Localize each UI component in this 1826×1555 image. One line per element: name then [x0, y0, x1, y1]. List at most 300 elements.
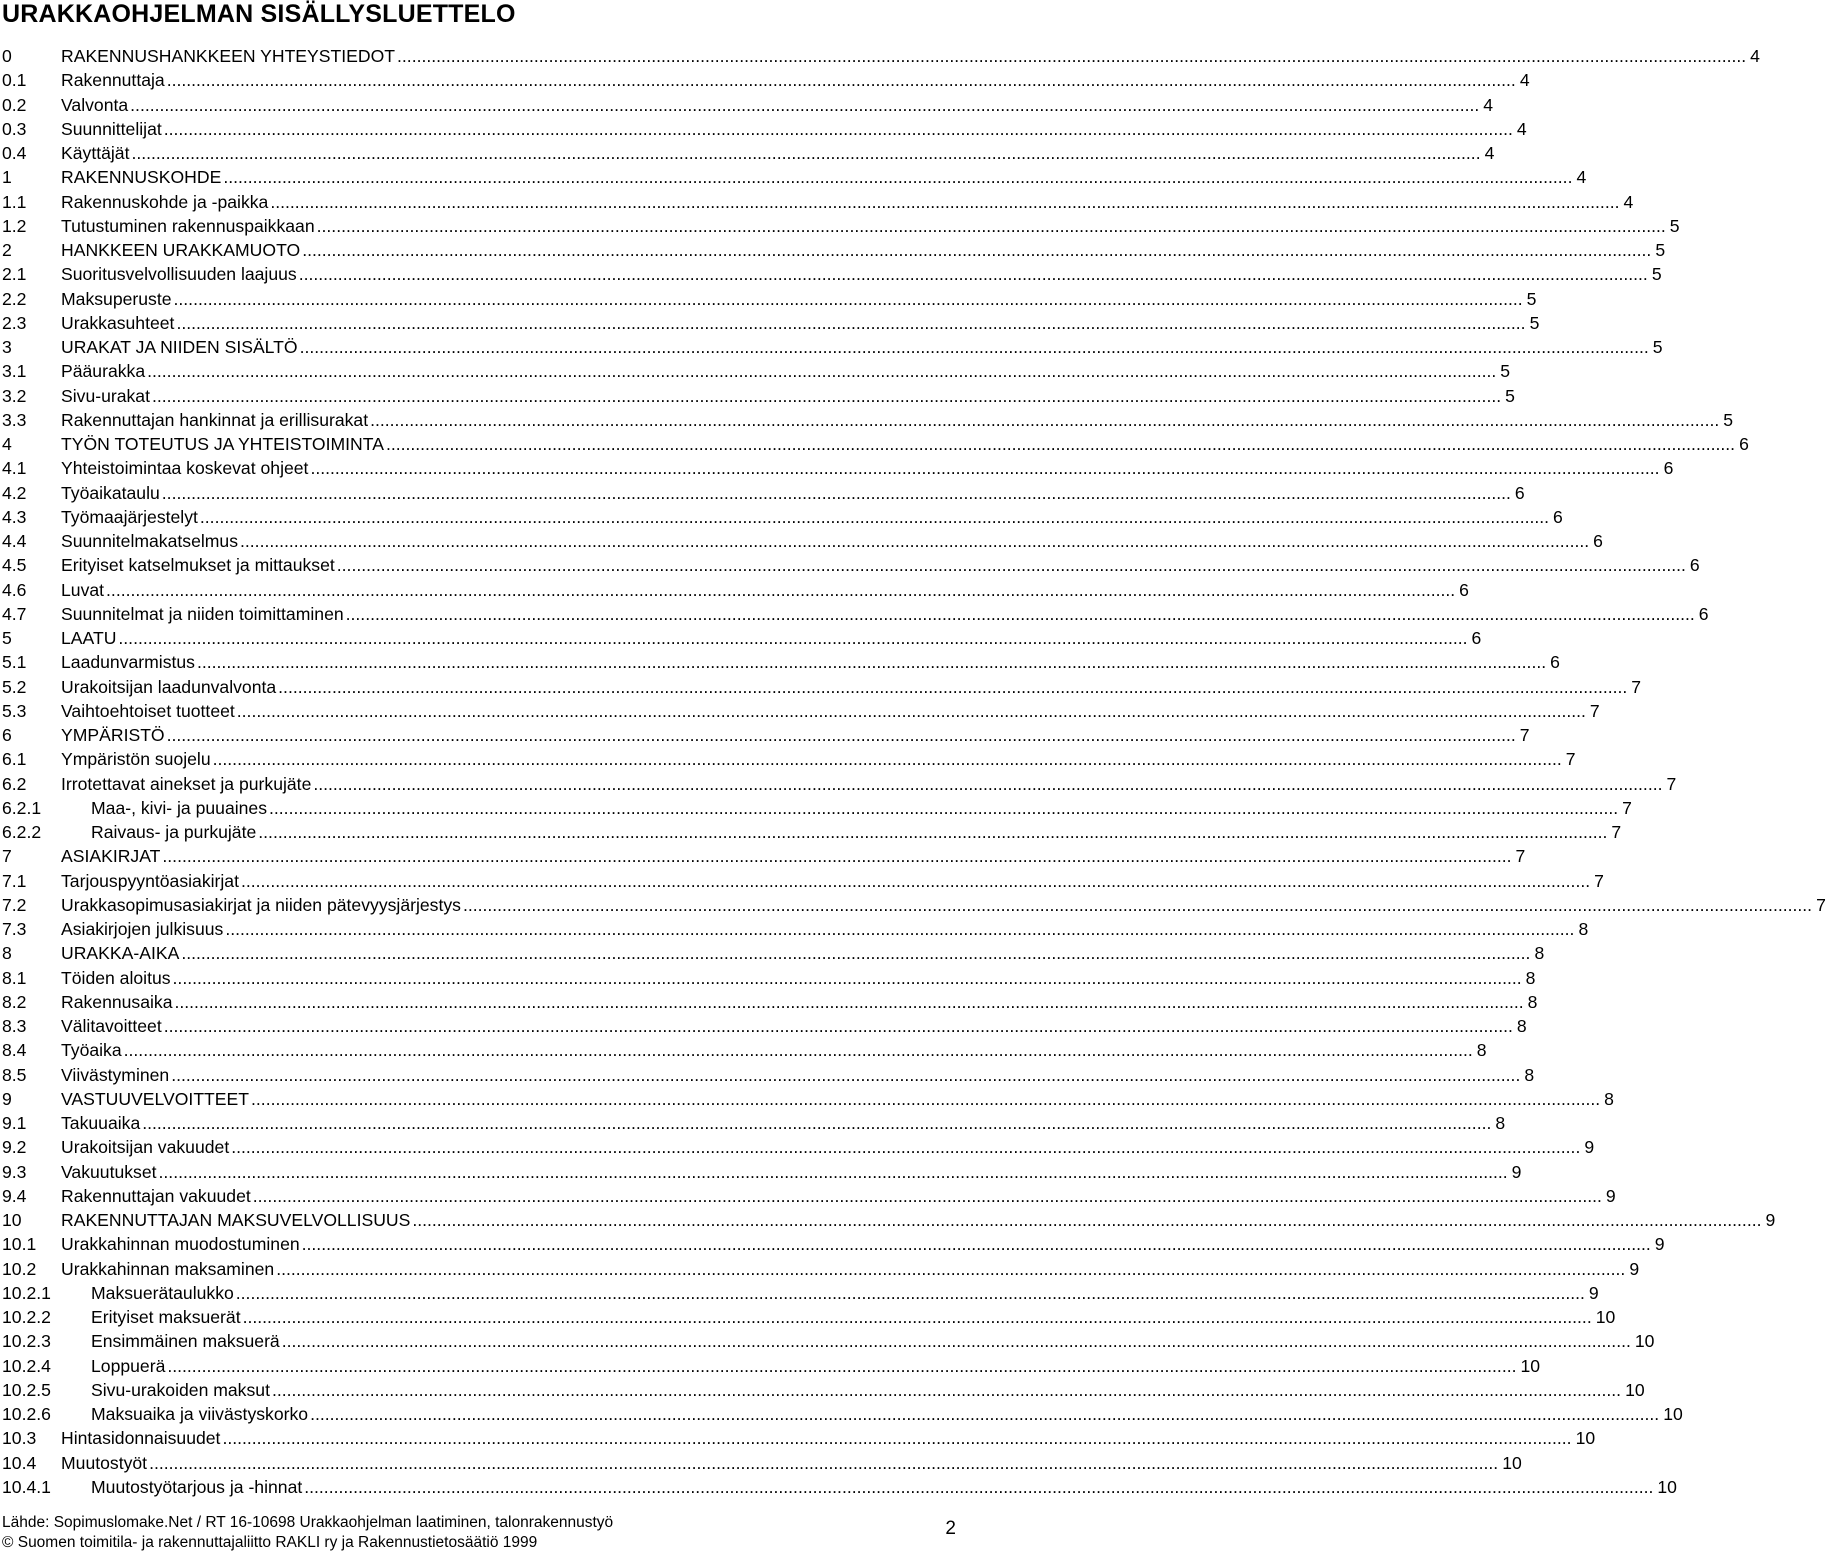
toc-dot-leader: .................................................................................................................................................................................................................................................................................... — [299, 337, 1649, 357]
toc-entry-title: TYÖN TOTEUTUS JA YHTEISTOIMINTA — [61, 434, 384, 454]
toc-entry[interactable] — [0, 772, 1677, 796]
toc-dot-leader: .................................................................................................................................................................................................................................................................................... — [212, 749, 1562, 770]
toc-entry-number: 8.5 — [2, 1064, 27, 1085]
toc-entry-title: Muutostyöt — [61, 1452, 148, 1473]
toc-entry-title: ASIAKIRJAT — [61, 846, 161, 867]
toc-entry-page: 8 — [1524, 1064, 1535, 1085]
toc-entry-number: 9.1 — [2, 1113, 27, 1133]
toc-entry[interactable] — [0, 1329, 1655, 1353]
toc-dot-leader: .................................................................................................................................................................................................................................................................................... — [176, 312, 1526, 333]
toc-entry[interactable] — [0, 262, 1662, 286]
toc-entry-page: 6 — [1663, 458, 1674, 479]
toc-entry-number: 0.2 — [2, 94, 27, 115]
toc-entry-title: Työaika — [61, 1040, 122, 1061]
toc-entry[interactable] — [0, 966, 1536, 990]
toc-entry-number: 2.1 — [2, 264, 27, 285]
toc-entry-title: Rakennuskohde ja -paikka — [61, 191, 269, 212]
toc-entry-number: 8.4 — [2, 1040, 27, 1061]
toc-entry-title: Suunnittelijat — [61, 118, 162, 139]
toc-dot-leader: .................................................................................................................................................................................................................................................................................... — [167, 1355, 1517, 1376]
toc-entry[interactable] — [0, 747, 1576, 771]
toc-entry[interactable] — [0, 893, 1826, 917]
toc-entry-page: 8 — [1476, 1040, 1487, 1061]
toc-entry[interactable] — [0, 1402, 1683, 1426]
toc-entry-title: Töiden aloitus — [61, 967, 171, 988]
toc-entry-number: 1.1 — [2, 191, 27, 212]
toc-entry-title: Irrotettavat ainekset ja purkujäte — [61, 773, 312, 794]
toc-entry-title: Erityiset katselmukset ja mittaukset — [61, 555, 335, 576]
toc-entry-page: 9 — [1605, 1185, 1616, 1206]
toc-entry[interactable] — [0, 117, 1527, 141]
toc-entry[interactable] — [0, 432, 1749, 456]
page-number: 2 — [945, 1518, 956, 1539]
footer — [2, 1513, 958, 1553]
toc-entry-page: 10 — [1520, 1355, 1541, 1376]
toc-entry-number: 0.3 — [2, 118, 27, 139]
toc-entry-page: 8 — [1495, 1113, 1506, 1133]
toc-entry-page: 8 — [1604, 1088, 1614, 1109]
toc-entry-title: Työaikataulu — [61, 482, 160, 503]
toc-entry-page: 7 — [1611, 822, 1622, 842]
toc-entry-title: Hintasidonnaisuudet — [61, 1428, 221, 1449]
toc-entry-title: Käyttäjät — [61, 143, 130, 163]
toc-entry-page: 10 — [1657, 1476, 1677, 1497]
toc-entry[interactable] — [0, 335, 1663, 359]
toc-entry-page: 5 — [1526, 288, 1537, 309]
toc-entry[interactable] — [0, 553, 1700, 577]
toc-entry-number: 8.1 — [2, 967, 27, 988]
toc-dot-leader: .................................................................................................................................................................................................................................................................................... — [106, 579, 1456, 600]
toc-entry-number: 3 — [2, 337, 12, 357]
toc-entry-page: 6 — [1550, 652, 1560, 673]
toc-entry-page: 7 — [1515, 846, 1526, 867]
toc-dot-leader: .................................................................................................................................................................................................................................................................................... — [269, 797, 1619, 818]
toc-dot-leader: .................................................................................................................................................................................................................................................................................... — [276, 1258, 1626, 1279]
toc-entry-number: 8 — [2, 943, 12, 964]
toc-entry-title: Loppuerä — [91, 1355, 166, 1376]
toc-dot-leader: .................................................................................................................................................................................................................................................................................... — [149, 1452, 1499, 1473]
toc-dot-leader: .................................................................................................................................................................................................................................................................................... — [304, 1476, 1654, 1497]
toc-entry-page: 5 — [1500, 361, 1511, 382]
toc-dot-leader: .................................................................................................................................................................................................................................................................................... — [130, 94, 1480, 115]
toc-entry[interactable] — [0, 1135, 1595, 1159]
toc-entry[interactable] — [0, 1014, 1527, 1038]
toc-entry[interactable] — [0, 602, 1709, 626]
toc-dot-leader: .................................................................................................................................................................................................................................................................................... — [240, 870, 1591, 891]
toc-entry-number: 8.3 — [2, 1016, 27, 1036]
toc-entry-title: HANKKEEN URAKKAMUOTO — [61, 240, 301, 260]
toc-entry-page: 4 — [1483, 94, 1494, 115]
toc-entry-number: 10.3 — [2, 1428, 37, 1449]
toc-entry-page: 9 — [1584, 1137, 1595, 1158]
page-title: URAKKAOHJELMAN SISÄLLYSLUETTELO — [2, 0, 516, 28]
toc-entry-title: Maksuerätaulukko — [91, 1282, 234, 1303]
toc-entry-page: 7 — [1816, 894, 1826, 915]
toc-entry-page: 7 — [1631, 676, 1642, 697]
toc-entry[interactable] — [0, 359, 1511, 383]
toc-entry-number: 6 — [2, 725, 12, 745]
toc-dot-leader: .................................................................................................................................................................................................................................................................................... — [163, 118, 1513, 139]
toc-entry-title: RAKENNUSHANKKEEN YHTEYSTIEDOT — [61, 46, 396, 66]
toc-entry-page: 10 — [1595, 1307, 1616, 1327]
toc-entry-page: 7 — [1666, 773, 1677, 794]
toc-entry-number: 10.2.5 — [2, 1379, 51, 1400]
toc-entry-page: 6 — [1471, 628, 1482, 648]
toc-entry-title: Vaihtoehtoiset tuotteet — [61, 700, 235, 721]
toc-entry-page: 10 — [1634, 1331, 1655, 1352]
toc-entry-title: Urakkasuhteet — [61, 312, 175, 333]
toc-entry[interactable] — [0, 481, 1525, 505]
toc-entry[interactable] — [0, 1038, 1487, 1062]
toc-entry-title: Ympäristön suojelu — [61, 749, 211, 770]
toc-entry-page: 8 — [1516, 1016, 1527, 1036]
toc-entry-number: 2 — [2, 240, 12, 260]
toc-dot-leader: .................................................................................................................................................................................................................................................................................... — [166, 725, 1516, 745]
toc-entry[interactable] — [0, 214, 1680, 238]
toc-entry-title: YMPÄRISTÖ — [61, 725, 165, 745]
toc-entry-title: Takuuaika — [61, 1113, 141, 1133]
table-of-contents — [0, 44, 1826, 1499]
toc-entry-page: 6 — [1593, 531, 1603, 551]
toc-entry-title: URAKAT JA NIIDEN SISÄLTÖ — [61, 337, 298, 357]
toc-entry-number: 10.2.6 — [2, 1404, 51, 1424]
toc-entry[interactable] — [0, 408, 1734, 432]
toc-dot-leader: .................................................................................................................................................................................................................................................................................... — [163, 1016, 1513, 1036]
toc-entry-page: 4 — [1576, 167, 1587, 188]
toc-entry-title: Asiakirjojen julkisuus — [61, 919, 224, 939]
toc-dot-leader: .................................................................................................................................................................................................................................................................................... — [278, 676, 1628, 697]
toc-entry-number: 4.1 — [2, 458, 27, 479]
toc-entry-page: 5 — [1529, 312, 1540, 333]
toc-entry[interactable] — [0, 141, 1495, 165]
toc-entry-title: Sivu-urakat — [61, 385, 150, 406]
toc-entry-number: 2.3 — [2, 312, 27, 333]
toc-entry-number: 10.4.1 — [2, 1476, 51, 1497]
toc-entry[interactable] — [0, 287, 1537, 311]
toc-entry[interactable] — [0, 505, 1563, 529]
footer-copyright: © Suomen toimitila- ja rakennuttajaliitto RAKLI ry ja Rakennustietosäätiö 1999 — [2, 1534, 538, 1551]
toc-dot-leader: .................................................................................................................................................................................................................................................................................... — [173, 288, 1523, 309]
toc-entry-title: Raivaus- ja purkujäte — [91, 822, 257, 842]
toc-entry[interactable] — [0, 190, 1634, 214]
toc-dot-leader: .................................................................................................................................................................................................................................................................................... — [252, 1185, 1602, 1206]
toc-dot-leader: .................................................................................................................................................................................................................................................................................... — [397, 46, 1747, 66]
toc-entry[interactable] — [0, 1232, 1665, 1256]
toc-entry-number: 2.2 — [2, 288, 27, 309]
toc-entry-number: 9.2 — [2, 1137, 27, 1158]
toc-entry[interactable] — [0, 990, 1538, 1014]
toc-entry[interactable] — [0, 699, 1600, 723]
toc-entry-title: Vakuutukset — [61, 1161, 157, 1182]
footer-source: Lähde: Sopimuslomake.Net / RT 16-10698 Urakkaohjelman laatiminen, talonrakennustyö — [2, 1514, 614, 1531]
toc-entry-number: 0.4 — [2, 143, 27, 163]
toc-entry[interactable] — [0, 1087, 1614, 1111]
toc-entry[interactable] — [0, 796, 1632, 820]
toc-entry-number: 0 — [2, 46, 12, 66]
toc-dot-leader: .................................................................................................................................................................................................................................................................................... — [316, 215, 1666, 236]
toc-entry-page: 8 — [1527, 991, 1538, 1012]
toc-entry-page: 8 — [1525, 967, 1536, 988]
toc-entry-number: 4.7 — [2, 603, 27, 624]
toc-entry-number: 5.3 — [2, 700, 27, 721]
toc-dot-leader: .................................................................................................................................................................................................................................................................................... — [251, 1088, 1601, 1109]
toc-dot-leader: .................................................................................................................................................................................................................................................................................... — [258, 822, 1608, 842]
toc-entry-page: 9 — [1765, 1210, 1776, 1230]
toc-entry-number: 6.1 — [2, 749, 27, 770]
toc-entry[interactable] — [0, 529, 1603, 553]
toc-entry-page: 7 — [1594, 870, 1604, 891]
toc-entry[interactable] — [0, 1451, 1522, 1475]
toc-entry-number: 9.4 — [2, 1185, 27, 1206]
toc-dot-leader: .................................................................................................................................................................................................................................................................................... — [298, 264, 1648, 285]
toc-entry-number: 7.1 — [2, 870, 27, 891]
toc-entry-title: Välitavoitteet — [61, 1016, 162, 1036]
toc-entry[interactable] — [0, 650, 1560, 674]
toc-entry-page: 6 — [1553, 506, 1563, 527]
toc-dot-leader: .................................................................................................................................................................................................................................................................................... — [158, 1161, 1508, 1182]
toc-entry-number: 5.1 — [2, 652, 27, 673]
toc-entry-number: 6.2.2 — [2, 822, 42, 842]
toc-entry-page: 10 — [1663, 1404, 1683, 1424]
toc-entry-title: Luvat — [61, 579, 105, 600]
toc-dot-leader: .................................................................................................................................................................................................................................................................................... — [301, 1234, 1651, 1255]
toc-entry-number: 5 — [2, 628, 12, 648]
toc-dot-leader: .................................................................................................................................................................................................................................................................................... — [196, 652, 1547, 673]
toc-entry-title: Valvonta — [61, 94, 129, 115]
toc-entry-page: 9 — [1511, 1161, 1522, 1182]
toc-entry-title: Rakennuttajan vakuudet — [61, 1185, 251, 1206]
toc-dot-leader: .................................................................................................................................................................................................................................................................................... — [162, 846, 1512, 867]
toc-dot-leader: .................................................................................................................................................................................................................................................................................... — [310, 458, 1660, 479]
toc-entry-page: 6 — [1689, 555, 1700, 576]
toc-entry-title: LAATU — [61, 628, 117, 648]
toc-entry[interactable] — [0, 1257, 1640, 1281]
toc-entry-page: 9 — [1588, 1282, 1599, 1303]
toc-entry-title: Yhteistoimintaa koskevat ohjeet — [61, 458, 309, 479]
toc-entry[interactable] — [0, 941, 1545, 965]
toc-entry-page: 5 — [1723, 409, 1734, 430]
toc-entry-title: Rakennusaika — [61, 991, 173, 1012]
toc-entry-page: 7 — [1622, 797, 1632, 818]
toc-entry-title: Tarjouspyyntöasiakirjat — [61, 870, 239, 891]
toc-dot-leader: .................................................................................................................................................................................................................................................................................... — [281, 1331, 1631, 1352]
toc-entry[interactable] — [0, 384, 1515, 408]
toc-entry[interactable] — [0, 456, 1674, 480]
toc-dot-leader: .................................................................................................................................................................................................................................................................................... — [310, 1404, 1660, 1424]
toc-entry[interactable] — [0, 1184, 1616, 1208]
toc-entry-number: 8.2 — [2, 991, 27, 1012]
toc-entry[interactable] — [0, 820, 1622, 844]
toc-entry-number: 4 — [2, 434, 12, 454]
toc-entry-number: 7.3 — [2, 919, 27, 939]
toc-entry-title: Suunnitelmakatselmus — [61, 531, 239, 551]
toc-entry-number: 10.2.2 — [2, 1307, 51, 1327]
toc-entry-page: 6 — [1739, 434, 1749, 454]
toc-entry-page: 5 — [1669, 215, 1680, 236]
toc-entry[interactable] — [0, 238, 1666, 262]
toc-dot-leader: .................................................................................................................................................................................................................................................................................... — [172, 967, 1522, 988]
toc-dot-leader: .................................................................................................................................................................................................................................................................................... — [370, 409, 1720, 430]
toc-entry-title: Tutustuminen rakennuspaikkaan — [61, 215, 315, 236]
toc-entry[interactable] — [0, 869, 1604, 893]
toc-entry-title: Urakkahinnan maksaminen — [61, 1258, 275, 1279]
toc-entry-page: 10 — [1575, 1428, 1596, 1449]
toc-dot-leader: .................................................................................................................................................................................................................................................................................... — [345, 603, 1695, 624]
toc-dot-leader: .................................................................................................................................................................................................................................................................................... — [462, 894, 1813, 915]
toc-entry[interactable] — [0, 1305, 1616, 1329]
toc-entry-number: 10 — [2, 1210, 22, 1230]
toc-entry-page: 6 — [1514, 482, 1525, 503]
toc-entry[interactable] — [0, 1378, 1645, 1402]
toc-dot-leader: .................................................................................................................................................................................................................................................................................... — [166, 70, 1516, 91]
toc-dot-leader: .................................................................................................................................................................................................................................................................................... — [302, 240, 1652, 260]
toc-entry-page: 9 — [1629, 1258, 1640, 1279]
toc-entry-page: 10 — [1502, 1452, 1522, 1473]
toc-entry-number: 4.4 — [2, 531, 27, 551]
toc-entry[interactable] — [0, 675, 1642, 699]
toc-entry-title: Maksuaika ja viivästyskorko — [91, 1404, 309, 1424]
toc-entry-page: 7 — [1519, 725, 1530, 745]
toc-entry[interactable] — [0, 1160, 1522, 1184]
toc-entry-page: 5 — [1651, 264, 1662, 285]
toc-dot-leader: .................................................................................................................................................................................................................................................................................... — [225, 919, 1575, 939]
toc-entry-title: Sivu-urakoiden maksut — [91, 1379, 270, 1400]
toc-entry[interactable] — [0, 1354, 1541, 1378]
toc-entry-number: 7 — [2, 846, 12, 867]
toc-entry[interactable] — [0, 93, 1494, 117]
toc-entry-number: 10.2.4 — [2, 1355, 51, 1376]
toc-entry-number: 4.3 — [2, 506, 27, 527]
toc-dot-leader: .................................................................................................................................................................................................................................................................................... — [271, 1379, 1622, 1400]
toc-entry-number: 9.3 — [2, 1161, 27, 1182]
toc-entry-title: Maa-, kivi- ja puuaines — [91, 797, 268, 818]
toc-dot-leader: .................................................................................................................................................................................................................................................................................... — [235, 1282, 1585, 1303]
toc-entry[interactable] — [0, 1208, 1776, 1232]
toc-entry[interactable] — [0, 68, 1530, 92]
toc-dot-leader: .................................................................................................................................................................................................................................................................................... — [242, 1307, 1592, 1327]
toc-entry-title: RAKENNUTTAJAN MAKSUVELVOLLISUUS — [61, 1210, 411, 1230]
toc-entry[interactable] — [0, 578, 1469, 602]
toc-entry[interactable] — [0, 165, 1587, 189]
toc-entry-number: 10.2 — [2, 1258, 37, 1279]
toc-entry-page: 7 — [1589, 700, 1600, 721]
toc-entry[interactable] — [0, 723, 1530, 747]
toc-entry-title: VASTUUVELVOITTEET — [61, 1088, 250, 1109]
toc-dot-leader: .................................................................................................................................................................................................................................................................................... — [171, 1064, 1521, 1085]
toc-entry-title: Laadunvarmistus — [61, 652, 195, 673]
toc-entry-page: 4 — [1623, 191, 1634, 212]
toc-dot-leader: .................................................................................................................................................................................................................................................................................... — [161, 482, 1511, 503]
toc-entry[interactable] — [0, 1063, 1535, 1087]
toc-dot-leader: .................................................................................................................................................................................................................................................................................... — [151, 385, 1502, 406]
toc-entry-title: URAKKA-AIKA — [61, 943, 180, 964]
toc-entry-page: 9 — [1654, 1234, 1665, 1255]
toc-entry-page: 4 — [1516, 118, 1527, 139]
toc-entry-page: 7 — [1565, 749, 1576, 770]
toc-dot-leader: .................................................................................................................................................................................................................................................................................... — [199, 506, 1550, 527]
toc-entry-number: 0.1 — [2, 70, 27, 91]
toc-entry-page: 10 — [1625, 1379, 1645, 1400]
toc-entry-number: 5.2 — [2, 676, 27, 697]
toc-dot-leader: .................................................................................................................................................................................................................................................................................... — [181, 943, 1531, 964]
toc-entry-page: 4 — [1750, 46, 1760, 66]
toc-entry-page: 5 — [1655, 240, 1666, 260]
toc-entry-number: 4.2 — [2, 482, 27, 503]
toc-entry-title: Urakkahinnan muodostuminen — [61, 1234, 300, 1255]
toc-entry-title: Rakennuttaja — [61, 70, 165, 91]
toc-entry-number: 10.4 — [2, 1452, 37, 1473]
toc-entry-number: 3.3 — [2, 409, 27, 430]
toc-entry-number: 7.2 — [2, 894, 27, 915]
toc-entry-number: 3.2 — [2, 385, 27, 406]
toc-entry-page: 5 — [1505, 385, 1515, 406]
toc-entry-number: 1.2 — [2, 215, 27, 236]
toc-entry-page: 6 — [1698, 603, 1709, 624]
toc-entry-title: Viivästyminen — [61, 1064, 170, 1085]
toc-entry-title: Urakoitsijan laadunvalvonta — [61, 676, 277, 697]
toc-entry[interactable] — [0, 1475, 1677, 1499]
toc-entry-page: 6 — [1459, 579, 1469, 600]
toc-entry-number: 3.1 — [2, 361, 27, 382]
toc-entry[interactable] — [0, 311, 1540, 335]
toc-dot-leader: .................................................................................................................................................................................................................................................................................... — [336, 555, 1686, 576]
toc-dot-leader: .................................................................................................................................................................................................................................................................................... — [385, 434, 1736, 454]
toc-entry-number: 4.6 — [2, 579, 27, 600]
toc-entry-title: Rakennuttajan hankinnat ja erillisurakat — [61, 409, 369, 430]
toc-entry-page: 4 — [1519, 70, 1530, 91]
toc-entry[interactable] — [0, 917, 1589, 941]
toc-entry-number: 6.2 — [2, 773, 27, 794]
toc-entry-title: Ensimmäinen maksuerä — [91, 1331, 280, 1352]
toc-entry-title: Työmaajärjestelyt — [61, 506, 198, 527]
toc-entry-page: 5 — [1652, 337, 1663, 357]
toc-entry-number: 9 — [2, 1088, 12, 1109]
toc-entry[interactable] — [0, 1111, 1506, 1135]
toc-entry[interactable] — [0, 1281, 1599, 1305]
toc-entry-title: Suoritusvelvollisuuden laajuus — [61, 264, 297, 285]
toc-entry-title: Muutostyötarjous ja -hinnat — [91, 1476, 303, 1497]
toc-dot-leader: .................................................................................................................................................................................................................................................................................... — [147, 361, 1497, 382]
toc-entry-number: 10.2.3 — [2, 1331, 51, 1352]
toc-dot-leader: .................................................................................................................................................................................................................................................................................... — [240, 531, 1590, 551]
toc-entry-number: 10.2.1 — [2, 1282, 51, 1303]
toc-dot-leader: .................................................................................................................................................................................................................................................................................... — [142, 1113, 1492, 1133]
toc-entry-number: 1 — [2, 167, 12, 188]
toc-entry-number: 6.2.1 — [2, 797, 42, 818]
toc-dot-leader: .................................................................................................................................................................................................................................................................................... — [313, 773, 1663, 794]
toc-dot-leader: .................................................................................................................................................................................................................................................................................... — [118, 628, 1468, 648]
toc-entry-title: Erityiset maksuerät — [91, 1307, 241, 1327]
toc-entry[interactable] — [0, 626, 1482, 650]
toc-entry-page: 8 — [1534, 943, 1545, 964]
toc-dot-leader: .................................................................................................................................................................................................................................................................................... — [231, 1137, 1581, 1158]
toc-dot-leader: .................................................................................................................................................................................................................................................................................... — [412, 1210, 1762, 1230]
toc-entry[interactable] — [0, 44, 1760, 68]
toc-entry-page: 4 — [1484, 143, 1495, 163]
toc-dot-leader: .................................................................................................................................................................................................................................................................................... — [270, 191, 1620, 212]
toc-entry-number: 10.1 — [2, 1234, 37, 1255]
toc-dot-leader: .................................................................................................................................................................................................................................................................................... — [236, 700, 1586, 721]
toc-dot-leader: .................................................................................................................................................................................................................................................................................... — [223, 167, 1573, 188]
toc-entry-title: Urakoitsijan vakuudet — [61, 1137, 230, 1158]
toc-dot-leader: .................................................................................................................................................................................................................................................................................... — [174, 991, 1524, 1012]
toc-dot-leader: .................................................................................................................................................................................................................................................................................... — [131, 143, 1481, 163]
toc-entry-title: Maksuperuste — [61, 288, 172, 309]
toc-entry[interactable] — [0, 1426, 1596, 1450]
toc-entry-title: RAKENNUSKOHDE — [61, 167, 222, 188]
toc-entry[interactable] — [0, 844, 1526, 868]
toc-entry-page: 8 — [1578, 919, 1589, 939]
